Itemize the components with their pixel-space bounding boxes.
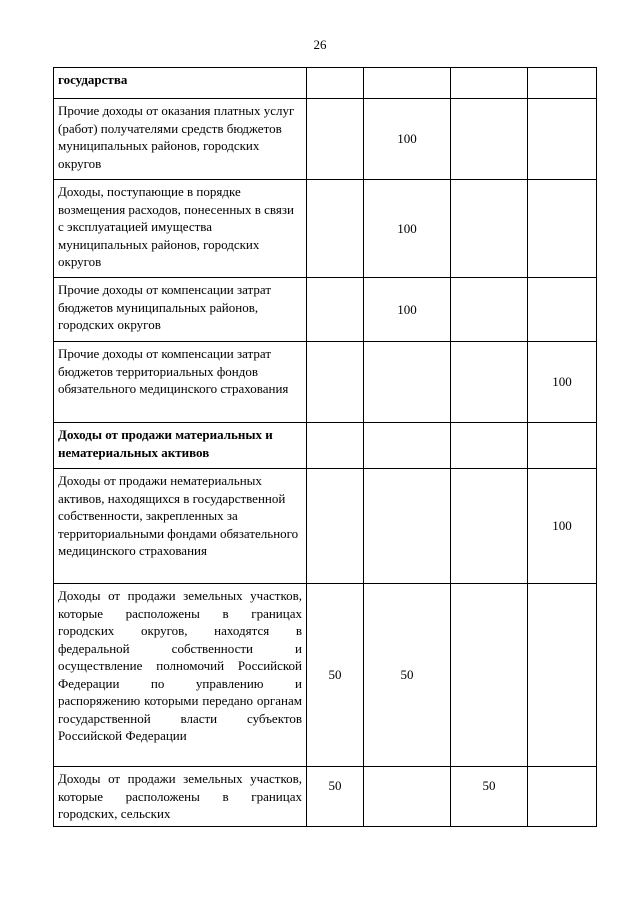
table-row	[54, 767, 597, 827]
value-cell	[528, 278, 597, 342]
value-cell	[307, 278, 364, 342]
value-cell: 50	[364, 584, 451, 767]
table-row	[54, 423, 597, 469]
value-cell	[451, 68, 528, 99]
row-description: Доходы от продажи нематериальных активов, находящихся в государственной собственности, закрепленных за территориальными фондами обязательного медицинского страхования	[54, 469, 307, 584]
value-cell: 50	[307, 584, 364, 767]
value-cell: 100	[528, 342, 597, 423]
table-row	[54, 99, 597, 180]
value-cell	[364, 68, 451, 99]
table-row	[54, 68, 597, 99]
revenue-distribution-table	[53, 67, 597, 827]
value-cell	[307, 180, 364, 278]
value-cell	[451, 469, 528, 584]
value-cell	[528, 99, 597, 180]
value-cell	[307, 68, 364, 99]
value-cell	[307, 469, 364, 584]
value-cell	[528, 180, 597, 278]
value-cell	[307, 99, 364, 180]
table-row	[54, 180, 597, 278]
value-cell	[451, 278, 528, 342]
value-cell	[364, 767, 451, 827]
row-description: Доходы, поступающие в порядке возмещения расходов, понесенных в связи с эксплуатацией имущества муниципальных районов, городских округов	[54, 180, 307, 278]
value-cell: 100	[364, 99, 451, 180]
value-cell	[528, 767, 597, 827]
value-cell: 50	[451, 767, 528, 827]
value-cell	[451, 180, 528, 278]
value-cell	[451, 342, 528, 423]
value-cell: 50	[307, 767, 364, 827]
value-cell	[451, 584, 528, 767]
row-description: Прочие доходы от компенсации затрат бюджетов территориальных фондов обязательного медицинского страхования	[54, 342, 307, 423]
row-description: Прочие доходы от компенсации затрат бюджетов муниципальных районов, городских округов	[54, 278, 307, 342]
value-cell	[364, 423, 451, 469]
value-cell	[364, 342, 451, 423]
value-cell	[528, 584, 597, 767]
value-cell: 100	[528, 469, 597, 584]
value-cell	[307, 342, 364, 423]
row-description: Прочие доходы от оказания платных услуг (работ) получателями средств бюджетов муниципальных районов, городских округов	[54, 99, 307, 180]
value-cell	[528, 68, 597, 99]
row-description: Доходы от продажи земельных участков, которые расположены в границах городских, сельских	[54, 767, 307, 827]
value-cell: 100	[364, 278, 451, 342]
value-cell	[528, 423, 597, 469]
value-cell	[364, 469, 451, 584]
table-row	[54, 278, 597, 342]
value-cell: 100	[364, 180, 451, 278]
table-row	[54, 469, 597, 584]
row-description: государства	[54, 68, 307, 99]
table-row	[54, 342, 597, 423]
value-cell	[307, 423, 364, 469]
value-cell	[451, 423, 528, 469]
page-number: 26	[313, 37, 327, 52]
row-description: Доходы от продажи материальных и нематериальных активов	[54, 423, 307, 469]
table-row	[54, 584, 597, 767]
row-description: Доходы от продажи земельных участков, которые расположены в границах городских округов, находятся в федеральной собственности и осуществление полномочий Российской Федерации по управлению и распоряжению которыми передано органам государственной власти субъектов Российской Федерации	[54, 584, 307, 767]
value-cell	[451, 99, 528, 180]
